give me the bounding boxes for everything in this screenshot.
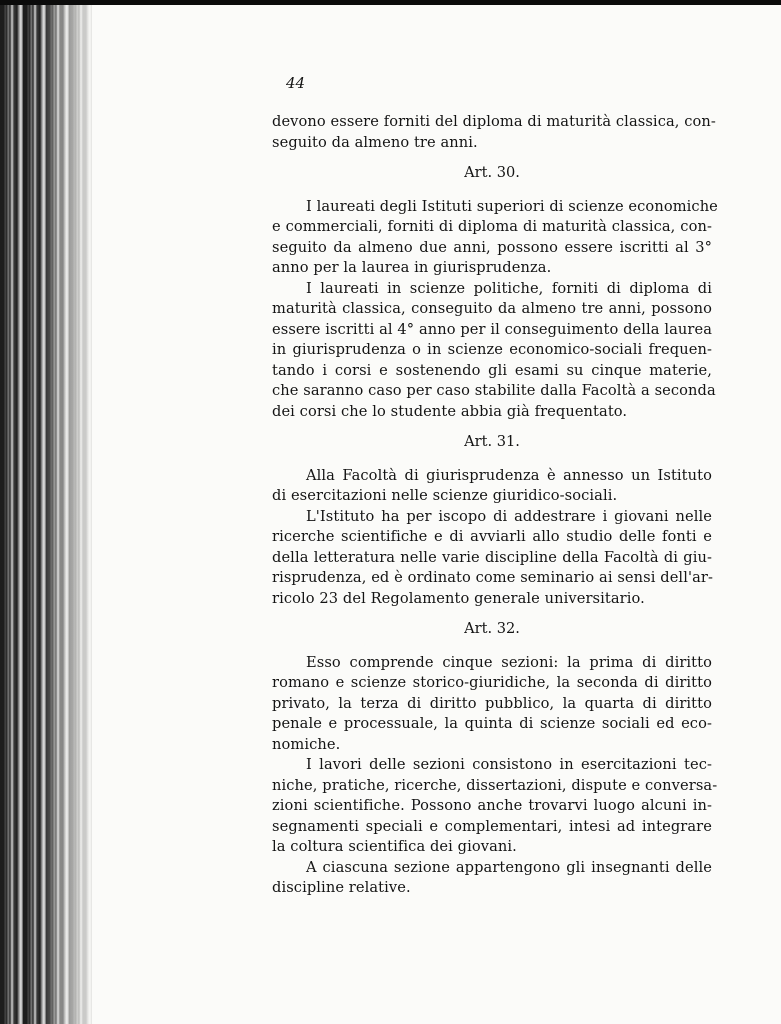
text-line: Alla Facoltà di giurisprudenza è annesso un Istituto bbox=[306, 466, 712, 484]
text-line: discipline relative. bbox=[272, 879, 411, 896]
text-line: I lavori delle sezioni consistono in esercitazioni tec- bbox=[306, 756, 712, 773]
text-line: essere iscritti al 4° anno per il conseguimento della laurea bbox=[272, 320, 713, 338]
body-text bbox=[272, 112, 718, 899]
text-line: di esercitazioni nelle scienze giuridico-sociali. bbox=[272, 487, 618, 504]
text-line: dei corsi che lo studente abbia già frequentato. bbox=[272, 402, 628, 420]
text-line: zioni scientifiche. Possono anche trovarvi luogo alcuni in- bbox=[272, 797, 712, 814]
text-line: A ciascuna sezione appartengono gli insegnanti delle bbox=[306, 858, 712, 876]
text-line: e commerciali, forniti di diploma di maturità classica, con- bbox=[272, 218, 712, 235]
text-line: seguito da almeno tre anni. bbox=[272, 133, 478, 151]
paragraph bbox=[272, 466, 712, 507]
text-line: la coltura scientifica dei giovani. bbox=[272, 838, 517, 855]
paragraph bbox=[272, 112, 716, 153]
text-line: devono essere forniti del diploma di maturità classica, con- bbox=[272, 113, 716, 130]
top-edge-rule bbox=[0, 0, 781, 5]
page-number: 44 bbox=[286, 74, 306, 92]
text-line: anno per la laurea in giurisprudenza. bbox=[272, 259, 552, 276]
paragraph bbox=[272, 279, 716, 423]
text-line: niche, pratiche, ricerche, dissertazioni, dispute e conversa- bbox=[272, 776, 718, 794]
paragraph bbox=[272, 197, 718, 279]
text-line: penale e processuale, la quinta di scienze sociali ed eco- bbox=[272, 715, 712, 732]
text-line: ricolo 23 del Regolamento generale universitario. bbox=[272, 589, 645, 607]
text-line: segnamenti speciali e complementari, intesi ad integrare bbox=[272, 817, 712, 835]
paragraph bbox=[272, 755, 718, 858]
text-line: Esso comprende cinque sezioni: la prima di diritto bbox=[306, 653, 712, 671]
text-line: in giurisprudenza o in scienze economico-sociali frequen- bbox=[272, 341, 712, 358]
article-heading: Art. 30. bbox=[464, 164, 520, 181]
text-line: della letteratura nelle varie discipline della Facoltà di giu- bbox=[272, 548, 712, 566]
text-line: che saranno caso per caso stabilite dalla Facoltà a seconda bbox=[272, 382, 716, 399]
paragraph bbox=[272, 653, 712, 756]
text-line: tando i corsi e sostenendo gli esami su cinque materie, bbox=[272, 361, 712, 379]
text-line: romano e scienze storico-giuridiche, la seconda di diritto bbox=[272, 674, 712, 691]
text-line: L'Istituto ha per iscopo di addestrare i giovani nelle bbox=[306, 507, 712, 525]
article-heading: Art. 31. bbox=[464, 433, 520, 450]
text-line: maturità classica, conseguito da almeno tre anni, possono bbox=[272, 300, 712, 317]
article-heading: Art. 32. bbox=[464, 620, 520, 637]
text-line: risprudenza, ed è ordinato come seminario ai sensi dell'ar- bbox=[272, 569, 713, 586]
text-line: seguito da almeno due anni, possono essere iscritti al 3° bbox=[272, 238, 712, 256]
paragraph bbox=[272, 858, 712, 899]
binding-fade bbox=[40, 0, 100, 1024]
text-line: I laureati degli Istituti superiori di scienze economiche bbox=[306, 197, 718, 215]
paragraph bbox=[272, 507, 712, 610]
text-line: nomiche. bbox=[272, 735, 341, 753]
text-line: I laureati in scienze politiche, forniti di diploma di bbox=[306, 279, 712, 297]
text-line: privato, la terza di diritto pubblico, la quarta di diritto bbox=[272, 694, 712, 712]
text-line: ricerche scientifiche e di avviarli allo studio delle fonti e bbox=[272, 528, 712, 545]
